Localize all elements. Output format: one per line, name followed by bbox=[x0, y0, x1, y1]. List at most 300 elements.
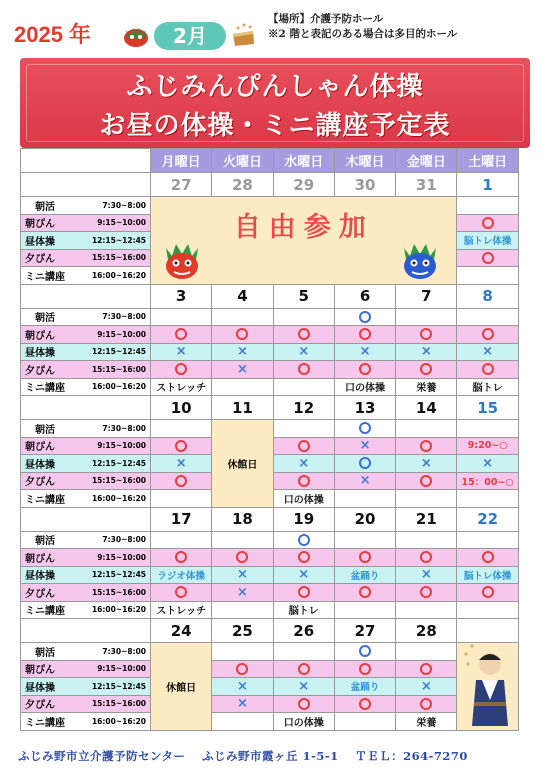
slot-name: 朝活 bbox=[35, 424, 55, 436]
slot-cell bbox=[212, 566, 273, 584]
slot-cell bbox=[334, 601, 395, 619]
slot-cell bbox=[396, 455, 457, 473]
slot-cell bbox=[273, 695, 334, 713]
date-cell: 13 bbox=[334, 396, 395, 420]
slot-time: 12:15~12:45 bbox=[91, 570, 146, 580]
slot-name: 昼体操 bbox=[25, 571, 55, 583]
header bbox=[10, 8, 540, 53]
slot-cell bbox=[457, 343, 518, 361]
date-cell: 24 bbox=[151, 619, 212, 643]
red-oni-icon bbox=[160, 238, 204, 280]
circle-mark bbox=[359, 698, 371, 710]
slot-name: ミニ講座 bbox=[25, 717, 65, 729]
slot-cell bbox=[334, 343, 395, 361]
center-tel: ＴＥＬ：264-7270 bbox=[355, 749, 468, 763]
slot-row bbox=[21, 343, 519, 361]
free-participation-label: 自由参加 bbox=[233, 212, 374, 243]
date-cell: 27 bbox=[151, 173, 212, 197]
slot-name: ミニ講座 bbox=[25, 383, 65, 395]
slot-cell bbox=[396, 361, 457, 379]
slot-time: 7:30~8:00 bbox=[102, 423, 146, 433]
slot-cell bbox=[212, 361, 273, 379]
circle-mark bbox=[298, 663, 310, 675]
slot-cell bbox=[334, 472, 395, 490]
circle-mark bbox=[359, 586, 371, 598]
slot-name: 夕ぴん bbox=[25, 588, 55, 600]
slot-row bbox=[21, 713, 519, 731]
slot-cell bbox=[334, 678, 395, 696]
circle-mark bbox=[175, 551, 187, 563]
date-cell: 22 bbox=[457, 507, 518, 531]
slot-name: 昼体操 bbox=[25, 682, 55, 694]
slot-cell bbox=[396, 378, 457, 396]
slot-cell bbox=[212, 378, 273, 396]
date-cell: 19 bbox=[273, 507, 334, 531]
slot-cell bbox=[334, 660, 395, 678]
cross-mark: × bbox=[175, 455, 187, 471]
date-cell: 3 bbox=[151, 284, 212, 308]
slot-cell bbox=[457, 566, 518, 584]
footer bbox=[18, 748, 468, 764]
closed-day-block: 休館日 bbox=[151, 643, 212, 731]
slot-cell bbox=[457, 437, 518, 455]
slot-name: 昼体操 bbox=[25, 459, 55, 471]
slot-cell bbox=[457, 601, 518, 619]
blue-circle-mark bbox=[359, 422, 371, 434]
slot-time: 7:30~8:00 bbox=[102, 312, 146, 322]
cell-note: 脳トレ bbox=[288, 606, 319, 618]
slot-cell bbox=[151, 326, 212, 344]
slot-cell bbox=[334, 490, 395, 508]
slot-cell bbox=[457, 249, 518, 267]
date-cell: 28 bbox=[212, 173, 273, 197]
circle-mark bbox=[236, 328, 248, 340]
slot-cell bbox=[212, 601, 273, 619]
slot-cell bbox=[396, 678, 457, 696]
slot-cell bbox=[396, 437, 457, 455]
slot-cell bbox=[396, 343, 457, 361]
blue-circle-mark bbox=[359, 311, 371, 323]
date-cell: 7 bbox=[396, 284, 457, 308]
slot-cell bbox=[151, 566, 212, 584]
cross-mark: × bbox=[236, 361, 248, 377]
corner-cell bbox=[21, 149, 151, 173]
slot-cell bbox=[212, 584, 273, 602]
circle-mark bbox=[420, 698, 432, 710]
slot-cell bbox=[396, 601, 457, 619]
schedule-table bbox=[20, 148, 519, 731]
slot-cell bbox=[151, 308, 212, 326]
date-cell: 10 bbox=[151, 396, 212, 420]
slot-cell bbox=[396, 531, 457, 549]
slot-row bbox=[21, 197, 519, 215]
slot-name: 夕ぴん bbox=[25, 365, 55, 377]
circle-mark bbox=[420, 328, 432, 340]
slot-name: 朝活 bbox=[35, 536, 55, 548]
center-address: ふじみ野市霞ヶ丘 1-5-1 bbox=[202, 749, 339, 763]
slot-cell bbox=[457, 326, 518, 344]
slot-cell bbox=[151, 378, 212, 396]
slot-label bbox=[21, 326, 151, 344]
slot-cell bbox=[334, 378, 395, 396]
slot-cell bbox=[396, 420, 457, 438]
circle-mark bbox=[175, 586, 187, 598]
cell-note: 脳トレ体操 bbox=[463, 570, 512, 582]
bean-thrower-illustration bbox=[462, 640, 514, 734]
slot-time: 12:15~12:45 bbox=[91, 458, 146, 468]
date-cell: 12 bbox=[273, 396, 334, 420]
slot-cell bbox=[457, 214, 518, 232]
slot-cell bbox=[334, 437, 395, 455]
slot-cell bbox=[273, 713, 334, 731]
slot-cell bbox=[212, 343, 273, 361]
date-cell: 18 bbox=[212, 507, 273, 531]
slot-name: 昼体操 bbox=[25, 236, 55, 248]
slot-name: 夕ぴん bbox=[25, 477, 55, 489]
cell-note: 脳トレ体操 bbox=[463, 236, 512, 248]
place-note bbox=[268, 12, 457, 42]
cross-mark: × bbox=[175, 344, 187, 360]
date-cell: 8 bbox=[457, 284, 518, 308]
slot-cell bbox=[212, 549, 273, 567]
slot-name: 朝ぴん bbox=[25, 330, 55, 342]
slot-cell bbox=[334, 643, 395, 661]
date-row-label bbox=[21, 173, 151, 197]
blue-circle-mark bbox=[298, 534, 310, 546]
slot-label bbox=[21, 343, 151, 361]
slot-row bbox=[21, 549, 519, 567]
title-line-2: お昼の体操・ミニ講座予定表 bbox=[99, 111, 451, 141]
slot-time: 15:15~16:00 bbox=[91, 699, 146, 709]
circle-mark bbox=[236, 551, 248, 563]
date-cell: 14 bbox=[396, 396, 457, 420]
slot-cell bbox=[396, 326, 457, 344]
slot-cell bbox=[151, 343, 212, 361]
slot-cell bbox=[151, 490, 212, 508]
slot-cell bbox=[273, 326, 334, 344]
slot-cell bbox=[212, 308, 273, 326]
slot-label bbox=[21, 472, 151, 490]
slot-label bbox=[21, 695, 151, 713]
slot-row bbox=[21, 660, 519, 678]
slot-cell bbox=[273, 378, 334, 396]
cell-note: 口の体操 bbox=[283, 717, 324, 729]
date-cell: 15 bbox=[457, 396, 518, 420]
slot-label bbox=[21, 643, 151, 661]
slot-cell bbox=[334, 549, 395, 567]
slot-time: 15:15~16:00 bbox=[91, 364, 146, 374]
date-cell: 17 bbox=[151, 507, 212, 531]
slot-cell bbox=[396, 566, 457, 584]
slot-time: 7:30~8:00 bbox=[102, 535, 146, 545]
weekday-1: 火曜日 bbox=[212, 149, 273, 173]
slot-cell bbox=[273, 678, 334, 696]
center-name: ふじみ野市立介護予防センター bbox=[18, 749, 186, 763]
slot-label bbox=[21, 437, 151, 455]
slot-cell bbox=[396, 643, 457, 661]
slot-cell bbox=[334, 695, 395, 713]
slot-cell bbox=[151, 601, 212, 619]
blue-oni-icon bbox=[398, 238, 442, 280]
weekday-header-row bbox=[21, 149, 519, 173]
circle-mark bbox=[482, 586, 494, 598]
slot-name: 夕ぴん bbox=[25, 700, 55, 712]
slot-cell bbox=[457, 232, 518, 250]
slot-cell bbox=[273, 566, 334, 584]
slot-cell bbox=[151, 455, 212, 473]
circle-mark bbox=[482, 363, 494, 375]
slot-label bbox=[21, 361, 151, 379]
slot-cell bbox=[334, 420, 395, 438]
cell-note: 口の体操 bbox=[283, 494, 324, 506]
slot-label bbox=[21, 601, 151, 619]
circle-mark bbox=[298, 475, 310, 487]
circle-mark bbox=[482, 551, 494, 563]
cross-mark: × bbox=[236, 344, 248, 360]
title-banner bbox=[20, 58, 530, 148]
slot-row bbox=[21, 695, 519, 713]
cross-mark: × bbox=[359, 438, 371, 454]
slot-label bbox=[21, 249, 151, 267]
slot-cell bbox=[457, 472, 518, 490]
cross-mark: × bbox=[420, 678, 432, 694]
slot-name: 朝ぴん bbox=[25, 553, 55, 565]
circle-mark bbox=[420, 475, 432, 487]
circle-mark bbox=[298, 440, 310, 452]
slot-time: 7:30~8:00 bbox=[102, 646, 146, 656]
slot-name: 朝ぴん bbox=[25, 442, 55, 454]
slot-cell bbox=[334, 713, 395, 731]
date-cell: 20 bbox=[334, 507, 395, 531]
date-row bbox=[21, 619, 519, 643]
slot-cell bbox=[396, 490, 457, 508]
cell-note: 脳トレ bbox=[472, 383, 503, 395]
slot-cell bbox=[396, 660, 457, 678]
slot-cell bbox=[334, 361, 395, 379]
cross-mark: × bbox=[298, 567, 310, 583]
slot-cell bbox=[457, 531, 518, 549]
circle-mark bbox=[482, 328, 494, 340]
bean-box-icon bbox=[230, 22, 256, 48]
slot-cell bbox=[151, 531, 212, 549]
slot-cell bbox=[273, 472, 334, 490]
slot-cell bbox=[212, 695, 273, 713]
date-row-label bbox=[21, 396, 151, 420]
slot-cell bbox=[457, 361, 518, 379]
cell-note: 口の体操 bbox=[345, 383, 386, 395]
slot-cell bbox=[151, 437, 212, 455]
weekday-5: 土曜日 bbox=[457, 149, 518, 173]
slot-cell bbox=[273, 490, 334, 508]
slot-label bbox=[21, 490, 151, 508]
date-cell: 6 bbox=[334, 284, 395, 308]
slot-cell bbox=[273, 420, 334, 438]
slot-cell bbox=[457, 378, 518, 396]
slot-row bbox=[21, 566, 519, 584]
date-row bbox=[21, 507, 519, 531]
slot-cell bbox=[273, 601, 334, 619]
circle-mark bbox=[420, 586, 432, 598]
slot-time: 9:15~10:00 bbox=[97, 552, 146, 562]
cross-mark: × bbox=[359, 344, 371, 360]
date-row-label bbox=[21, 619, 151, 643]
blue-circle-mark bbox=[359, 645, 371, 657]
slot-time: 12:15~12:45 bbox=[91, 681, 146, 691]
cross-mark: × bbox=[236, 567, 248, 583]
slot-name: 朝活 bbox=[35, 647, 55, 659]
date-cell: 25 bbox=[212, 619, 273, 643]
cell-note: 栄養 bbox=[416, 383, 437, 395]
slot-time: 7:30~8:00 bbox=[102, 200, 146, 210]
circle-mark bbox=[420, 663, 432, 675]
slot-cell bbox=[273, 643, 334, 661]
weekday-2: 水曜日 bbox=[273, 149, 334, 173]
cross-mark: × bbox=[298, 344, 310, 360]
slot-time: 16:00~16:20 bbox=[91, 605, 146, 615]
slot-cell bbox=[457, 455, 518, 473]
slot-cell bbox=[212, 713, 273, 731]
slot-cell bbox=[273, 531, 334, 549]
slot-cell bbox=[334, 566, 395, 584]
slot-row bbox=[21, 601, 519, 619]
slot-time: 12:15~12:45 bbox=[91, 347, 146, 357]
date-cell bbox=[457, 619, 518, 643]
cross-mark: × bbox=[298, 455, 310, 471]
circle-mark bbox=[359, 551, 371, 563]
slot-cell bbox=[273, 584, 334, 602]
date-row-label bbox=[21, 284, 151, 308]
slot-label bbox=[21, 308, 151, 326]
slot-cell bbox=[334, 531, 395, 549]
circle-mark bbox=[420, 363, 432, 375]
circle-mark bbox=[298, 363, 310, 375]
slot-label bbox=[21, 531, 151, 549]
cell-note: 盆踊り bbox=[350, 570, 380, 582]
slot-cell bbox=[212, 678, 273, 696]
slot-cell bbox=[151, 584, 212, 602]
slot-cell bbox=[457, 584, 518, 602]
date-row bbox=[21, 396, 519, 420]
slot-time: 16:00~16:20 bbox=[91, 716, 146, 726]
slot-cell bbox=[457, 549, 518, 567]
date-cell: 21 bbox=[396, 507, 457, 531]
date-row bbox=[21, 284, 519, 308]
circle-mark bbox=[298, 328, 310, 340]
slot-name: 夕ぴん bbox=[25, 254, 55, 266]
slot-label bbox=[21, 197, 151, 215]
slot-time: 15:15~16:00 bbox=[91, 587, 146, 597]
slot-label bbox=[21, 678, 151, 696]
circle-mark bbox=[175, 328, 187, 340]
date-cell: 29 bbox=[273, 173, 334, 197]
oni-mask-icon bbox=[122, 22, 150, 48]
slot-row bbox=[21, 308, 519, 326]
slot-name: ミニ講座 bbox=[25, 271, 65, 283]
slot-time: 9:15~10:00 bbox=[97, 218, 146, 228]
slot-label bbox=[21, 660, 151, 678]
slot-label bbox=[21, 232, 151, 250]
circle-mark bbox=[482, 217, 494, 229]
slot-name: 昼体操 bbox=[25, 348, 55, 360]
slot-label bbox=[21, 214, 151, 232]
circle-mark bbox=[298, 586, 310, 598]
slot-cell bbox=[151, 361, 212, 379]
slot-time: 15:15~16:00 bbox=[91, 253, 146, 263]
circle-mark bbox=[359, 363, 371, 375]
slot-time: 12:15~12:45 bbox=[91, 235, 146, 245]
cell-note: 9:20~○ bbox=[467, 440, 508, 452]
slot-cell bbox=[334, 584, 395, 602]
slot-name: 朝活 bbox=[35, 313, 55, 325]
slot-label bbox=[21, 455, 151, 473]
slot-name: 朝ぴん bbox=[25, 219, 55, 231]
date-cell: 31 bbox=[396, 173, 457, 197]
cell-note: 栄養 bbox=[416, 717, 437, 729]
cross-mark: × bbox=[420, 455, 432, 471]
slot-cell bbox=[212, 326, 273, 344]
year-label: 2025 年 bbox=[14, 22, 92, 47]
slot-label bbox=[21, 420, 151, 438]
slot-name: ミニ講座 bbox=[25, 494, 65, 506]
slot-cell bbox=[151, 472, 212, 490]
slot-time: 16:00~16:20 bbox=[91, 270, 146, 280]
slot-row bbox=[21, 361, 519, 379]
circle-mark bbox=[175, 475, 187, 487]
month-badge: 2月 bbox=[154, 22, 226, 50]
slot-cell bbox=[151, 549, 212, 567]
cell-note: ストレッチ bbox=[156, 383, 207, 395]
circle-mark bbox=[175, 440, 187, 452]
cell-note: 盆踊り bbox=[350, 682, 380, 694]
closed-day-block: 休館日 bbox=[212, 420, 273, 508]
slot-cell bbox=[334, 308, 395, 326]
circle-mark bbox=[298, 551, 310, 563]
slot-time: 9:15~10:00 bbox=[97, 329, 146, 339]
slot-cell bbox=[334, 326, 395, 344]
slot-label bbox=[21, 713, 151, 731]
slot-cell bbox=[273, 455, 334, 473]
slot-cell bbox=[457, 197, 518, 215]
floor-note: ※2 階と表記のある場合は多目的ホール bbox=[268, 28, 458, 40]
slot-row bbox=[21, 584, 519, 602]
cross-mark: × bbox=[482, 455, 494, 471]
cell-note: ストレッチ bbox=[156, 606, 207, 618]
cell-note: ラジオ体操 bbox=[157, 570, 205, 582]
slot-label bbox=[21, 549, 151, 567]
weekday-4: 金曜日 bbox=[396, 149, 457, 173]
date-cell: 5 bbox=[273, 284, 334, 308]
slot-cell bbox=[273, 343, 334, 361]
slot-row bbox=[21, 326, 519, 344]
cross-mark: × bbox=[359, 473, 371, 489]
slot-cell bbox=[212, 660, 273, 678]
date-cell: 26 bbox=[273, 619, 334, 643]
blue-circle-mark bbox=[359, 457, 371, 469]
date-cell: 30 bbox=[334, 173, 395, 197]
slot-label bbox=[21, 378, 151, 396]
slot-cell bbox=[212, 531, 273, 549]
slot-time: 9:15~10:00 bbox=[97, 664, 146, 674]
slot-row bbox=[21, 678, 519, 696]
slot-time: 16:00~16:20 bbox=[91, 493, 146, 503]
slot-cell bbox=[396, 308, 457, 326]
slot-cell bbox=[396, 713, 457, 731]
slot-cell bbox=[273, 361, 334, 379]
cross-mark: × bbox=[420, 344, 432, 360]
slot-time: 9:15~10:00 bbox=[97, 441, 146, 451]
slot-cell bbox=[457, 308, 518, 326]
weekday-0: 月曜日 bbox=[151, 149, 212, 173]
